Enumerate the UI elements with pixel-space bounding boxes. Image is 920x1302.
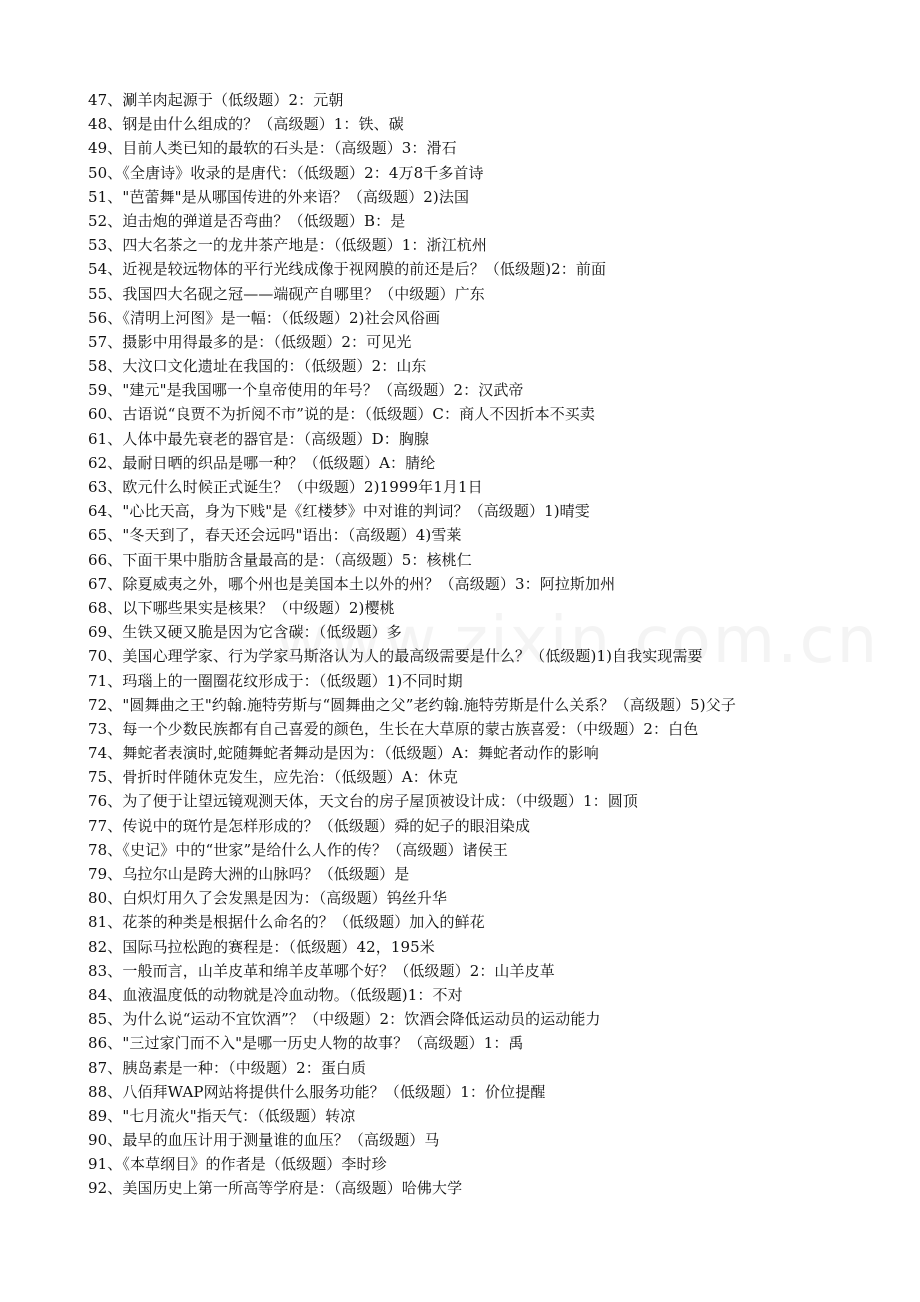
- qa-line: 91、《本草纲目》的作者是（低级题）李时珍: [88, 1155, 387, 1174]
- qa-line: 74、舞蛇者表演时,蛇随舞蛇者舞动是因为：（低级题）A：舞蛇者动作的影响: [88, 744, 599, 763]
- qa-line: 55、我国四大名砚之冠——端砚产自哪里？（中级题）广东: [88, 284, 485, 303]
- qa-line: 61、人体中最先衰老的器官是：（高级题）D：胸腺: [88, 429, 430, 448]
- qa-line: 84、血液温度低的动物就是冷血动物。（低级题)1：不对: [88, 985, 463, 1004]
- qa-line: 57、摄影中用得最多的是：（低级题）2：可见光: [88, 332, 412, 351]
- qa-line: 63、欧元什么时候正式诞生？（中级题）2)1999年1月1日: [88, 478, 483, 496]
- qa-line: 48、钢是由什么组成的？（高级题）1：铁、碳: [88, 115, 404, 134]
- qa-line: 87、胰岛素是一种：（中级题）2：蛋白质: [88, 1058, 367, 1077]
- qa-line: 62、最耐日晒的织品是哪一种？（低级题）A：腈纶: [88, 453, 436, 472]
- qa-line: 69、生铁又硬又脆是因为它含碳：（低级题）多: [88, 623, 402, 642]
- qa-line: 53、四大名茶之一的龙井茶产地是：（低级题）1：浙江杭州: [88, 236, 487, 255]
- qa-line: 77、传说中的斑竹是怎样形成的？（低级题）舜的妃子的眼泪染成: [88, 816, 531, 835]
- qa-line: 70、美国心理学家、行为学家马斯洛认为人的最高级需要是什么？（低级题)1)自我实现需要: [88, 647, 703, 666]
- qa-line: 79、乌拉尔山是跨大洲的山脉吗？（低级题）是: [88, 865, 410, 883]
- qa-line: 54、近视是较远物体的平行光线成像于视网膜的前还是后？（低级题)2：前面: [88, 260, 607, 279]
- qa-line: 66、下面干果中脂肪含量最高的是：（高级题）5：核桃仁: [88, 550, 472, 569]
- qa-line: 52、迫击炮的弹道是否弯曲？（低级题）B：是: [88, 211, 406, 230]
- qa-line: 68、以下哪些果实是核果？（中级题）2)樱桃: [88, 598, 395, 617]
- qa-line: 86、"三过家门而不入"是哪一历史人物的故事？（高级题）1：禹: [88, 1034, 524, 1053]
- qa-line: 82、国际马拉松跑的赛程是：（低级题）42，195米: [88, 937, 435, 956]
- qa-line: 80、白炽灯用久了会发黑是因为：（高级题）钨丝升华: [88, 889, 448, 908]
- qa-line: 65、"冬天到了，春天还会远吗"语出：（高级题）4)雪莱: [88, 526, 462, 545]
- qa-line: 85、为什么说“运动不宜饮酒”？（中级题）2：饮酒会降低运动员的运动能力: [88, 1010, 601, 1029]
- qa-line: 73、每一个少数民族都有自己喜爱的颜色，生长在大草原的蒙古族喜爱：（中级题）2：白色: [88, 719, 699, 738]
- qa-line: 78、《史记》中的“世家”是给什么人作的传？（高级题）诸侯王: [88, 840, 508, 859]
- qa-line: 47、涮羊肉起源于（低级题）2：元朝: [88, 91, 344, 109]
- qa-line: 72、"圆舞曲之王"约翰.施特劳斯与“圆舞曲之父”老约翰.施特劳斯是什么关系？（高级题）5)父子: [88, 695, 736, 714]
- qa-line: 49、目前人类已知的最软的石头是：（高级题）3：滑石: [88, 139, 457, 158]
- qa-line: 71、玛瑙上的一圈圈花纹形成于：（低级题）1)不同时期: [88, 671, 463, 690]
- qa-line: 89、"七月流火"指天气：（低级题）转凉: [88, 1106, 356, 1125]
- qa-line: 51、"芭蕾舞"是从哪国传进的外来语？（高级题）2)法国: [88, 187, 470, 206]
- qa-line: 83、一般而言，山羊皮革和绵羊皮革哪个好？（低级题）2：山羊皮革: [88, 961, 555, 980]
- qa-line: 64、"心比天高，身为下贱"是《红楼梦》中对谁的判词？（高级题）1)晴雯: [88, 502, 590, 521]
- qa-line: 58、大汶口文化遗址在我国的：（低级题）2：山东: [88, 357, 427, 376]
- qa-line: 81、花茶的种类是根据什么命名的？（低级题）加入的鲜花: [88, 913, 485, 932]
- qa-line: 59、"建元"是我国哪一个皇帝使用的年号？（高级题）2：汉武帝: [88, 381, 524, 400]
- qa-line: 75、骨折时伴随休克发生，应先治：（低级题）A：休克: [88, 768, 459, 787]
- qa-line: 92、美国历史上第一所高等学府是：（高级题）哈佛大学: [88, 1179, 463, 1198]
- qa-line: 67、除夏威夷之外，哪个州也是美国本土以外的州？（高级题）3：阿拉斯加州: [88, 574, 616, 593]
- qa-line: 90、最早的血压计用于测量谁的血压？（高级题）马: [88, 1131, 440, 1150]
- qa-line: 60、古语说“良贾不为折阅不市”说的是：（低级题）C：商人不因折本不买卖: [88, 405, 596, 424]
- qa-line: 88、八佰拜WAP网站将提供什么服务功能？（低级题）1：价位提醒: [88, 1082, 546, 1101]
- qa-line: 56、《清明上河图》是一幅：（低级题）2)社会风俗画: [88, 308, 441, 327]
- qa-list: [88, 88, 888, 1201]
- qa-line: 76、为了便于让望远镜观测天体，天文台的房子屋顶被设计成：（中级题）1：圆顶: [88, 792, 638, 811]
- qa-line: 50、《全唐诗》收录的是唐代：（低级题）2：4万8千多首诗: [88, 163, 484, 182]
